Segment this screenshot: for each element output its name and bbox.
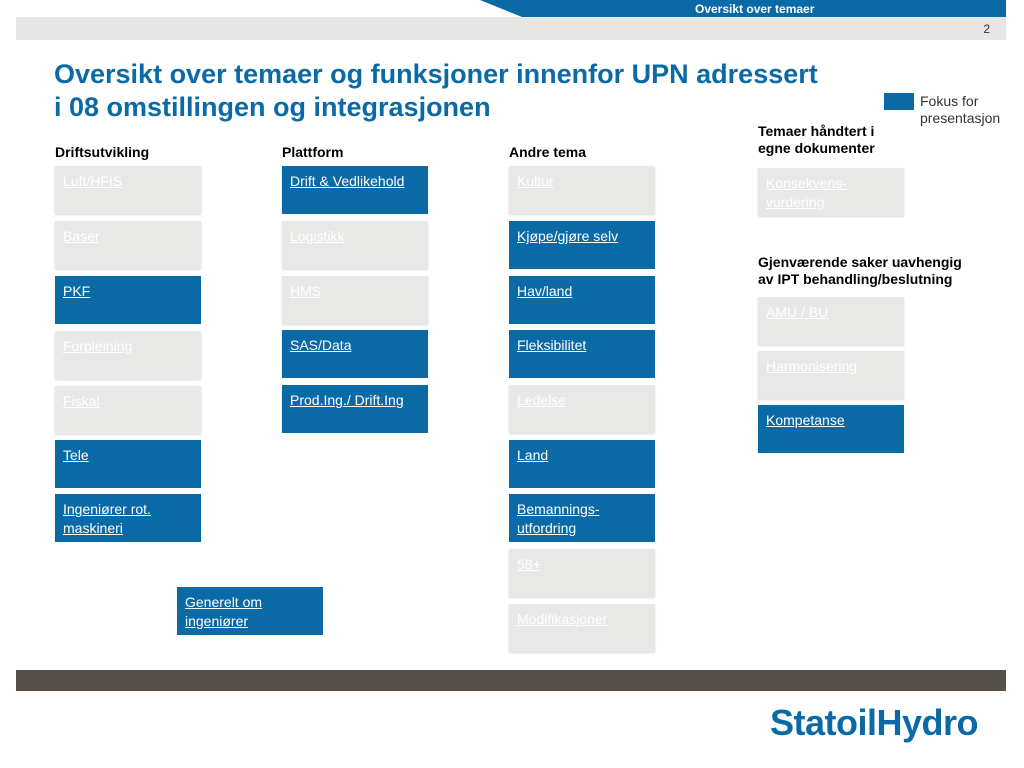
heading-driftsutvikling: Driftsutvikling [55, 144, 150, 160]
topic-box-modifikasjoner[interactable]: Modifikasjoner [509, 604, 655, 652]
title-line-1: Oversikt over temaer og funksjoner innenfor UPN adressert [54, 59, 818, 89]
heading-plattform: Plattform [282, 144, 344, 160]
legend-swatch [884, 93, 914, 110]
topic-box-logistikk[interactable]: Logistikk [282, 221, 428, 269]
topic-box-sas-data[interactable]: SAS/Data [282, 330, 428, 378]
heading-egne-dokumenter-line-1: Temaer håndtert i [758, 123, 875, 139]
heading-gjenvaerende-line-1: Gjenværende saker uavhengig [758, 254, 962, 270]
header-bar [16, 17, 1006, 40]
page-number: 2 [983, 22, 990, 36]
topic-box-forpleining[interactable]: Forpleining [55, 331, 201, 379]
topic-box-harmonisering[interactable]: Harmonisering [758, 351, 904, 399]
page-title [54, 58, 954, 124]
topic-box-hav-land[interactable]: Hav/land [509, 276, 655, 324]
legend-label [920, 93, 1024, 127]
statoilhydro-logo: StatoilHydro [770, 702, 979, 743]
topic-box-58-pluss[interactable]: 58+ [509, 549, 655, 597]
topic-box-kjope-gjore-selv[interactable]: Kjøpe/gjøre selv [509, 221, 655, 269]
topic-box-prod-ing-drift-ing[interactable]: Prod.Ing./ Drift.Ing [282, 385, 428, 433]
heading-gjenvaerende [758, 254, 1018, 288]
topic-box-kultur[interactable]: Kultur [509, 166, 655, 214]
topic-box-kompetanse[interactable]: Kompetanse [758, 405, 904, 453]
legend-label-line-1: Fokus for [920, 93, 979, 109]
heading-gjenvaerende-line-2: av IPT behandling/beslutning [758, 271, 953, 287]
topic-box-generelt-om-ingeniorer[interactable]: Generelt om ingeniører [177, 587, 323, 635]
header-tab-label: Oversikt over temaer [695, 2, 815, 16]
heading-egne-dokumenter-line-2: egne dokumenter [758, 140, 875, 156]
topic-box-drift-vedlikehold[interactable]: Drift & Vedlikehold [282, 166, 428, 214]
topic-box-fleksibilitet[interactable]: Fleksibilitet [509, 330, 655, 378]
topic-box-fiskal[interactable]: Fiskal [55, 386, 201, 434]
heading-egne-dokumenter [758, 123, 918, 157]
topic-box-pkf[interactable]: PKF [55, 276, 201, 324]
topic-box-land[interactable]: Land [509, 440, 655, 488]
topic-box-amu-bu[interactable]: AMU / BU [758, 297, 904, 345]
topic-box-bemannings-utfordring[interactable]: Bemannings-utfordring [509, 494, 655, 542]
topic-box-tele[interactable]: Tele [55, 440, 201, 488]
footer-bar [16, 670, 1006, 691]
topic-box-konsekvens-vurdering[interactable]: Konsekvens-vurdering [758, 168, 904, 216]
topic-box-ingeniorer-rot-maskineri[interactable]: Ingeniører rot. maskineri [55, 494, 201, 542]
legend-label-line-2: presentasjon [920, 110, 1001, 126]
heading-andre-tema: Andre tema [509, 144, 587, 160]
topic-box-ledelse[interactable]: Ledelse [509, 385, 655, 433]
title-line-2: i 08 omstillingen og integrasjonen [54, 92, 491, 122]
topic-box-luft-hfis[interactable]: Luft/HFIS [55, 166, 201, 214]
topic-box-hms[interactable]: HMS [282, 276, 428, 324]
topic-box-baser[interactable]: Baser [55, 221, 201, 269]
